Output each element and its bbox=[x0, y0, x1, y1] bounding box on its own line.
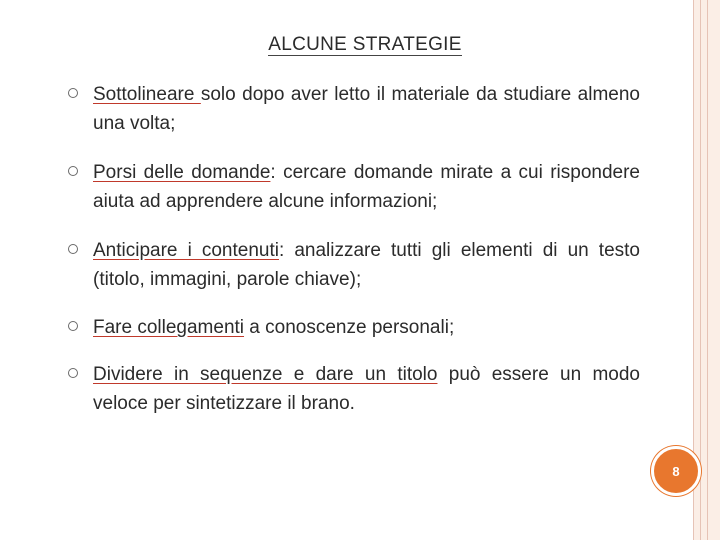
bullet-keyword: Dividere in sequenze e dare un titolo bbox=[93, 364, 438, 385]
slide-title-container bbox=[0, 34, 720, 56]
bullet-text: : cercare domande mirate a cui rispondere aiuta ad apprendere alcune informazioni; bbox=[93, 162, 640, 212]
list-item bbox=[68, 158, 640, 216]
bullet-text: solo dopo aver letto il materiale da studiare almeno una volta; bbox=[93, 84, 640, 134]
decorative-line bbox=[700, 0, 701, 540]
bullet-text: : analizzare tutti gli elementi di un testo (titolo, immagini, parole chiave); bbox=[93, 240, 640, 290]
bullet-keyword: Porsi delle domande bbox=[93, 162, 271, 183]
bullet-keyword: Fare collegamenti bbox=[93, 317, 245, 338]
list-item bbox=[68, 236, 640, 294]
bullet-text: a conoscenze personali; bbox=[244, 317, 455, 338]
list-item bbox=[68, 80, 640, 138]
page-number: 8 bbox=[672, 463, 680, 479]
bullet-keyword: Anticipare i contenuti bbox=[93, 240, 279, 261]
list-item bbox=[68, 313, 640, 342]
slide-title: ALCUNE STRATEGIE bbox=[268, 34, 462, 55]
decorative-line bbox=[707, 0, 708, 540]
bullet-keyword: Sottolineare bbox=[93, 84, 201, 105]
bullet-marker-icon bbox=[68, 321, 78, 331]
bullet-marker-icon bbox=[68, 166, 78, 176]
bullet-marker-icon bbox=[68, 88, 78, 98]
list-item bbox=[68, 360, 640, 418]
bullet-marker-icon bbox=[68, 368, 78, 378]
bullet-marker-icon bbox=[68, 244, 78, 254]
bullet-text: può essere un modo veloce per sintetizzare il brano. bbox=[93, 364, 640, 414]
page-number-badge bbox=[651, 446, 701, 496]
